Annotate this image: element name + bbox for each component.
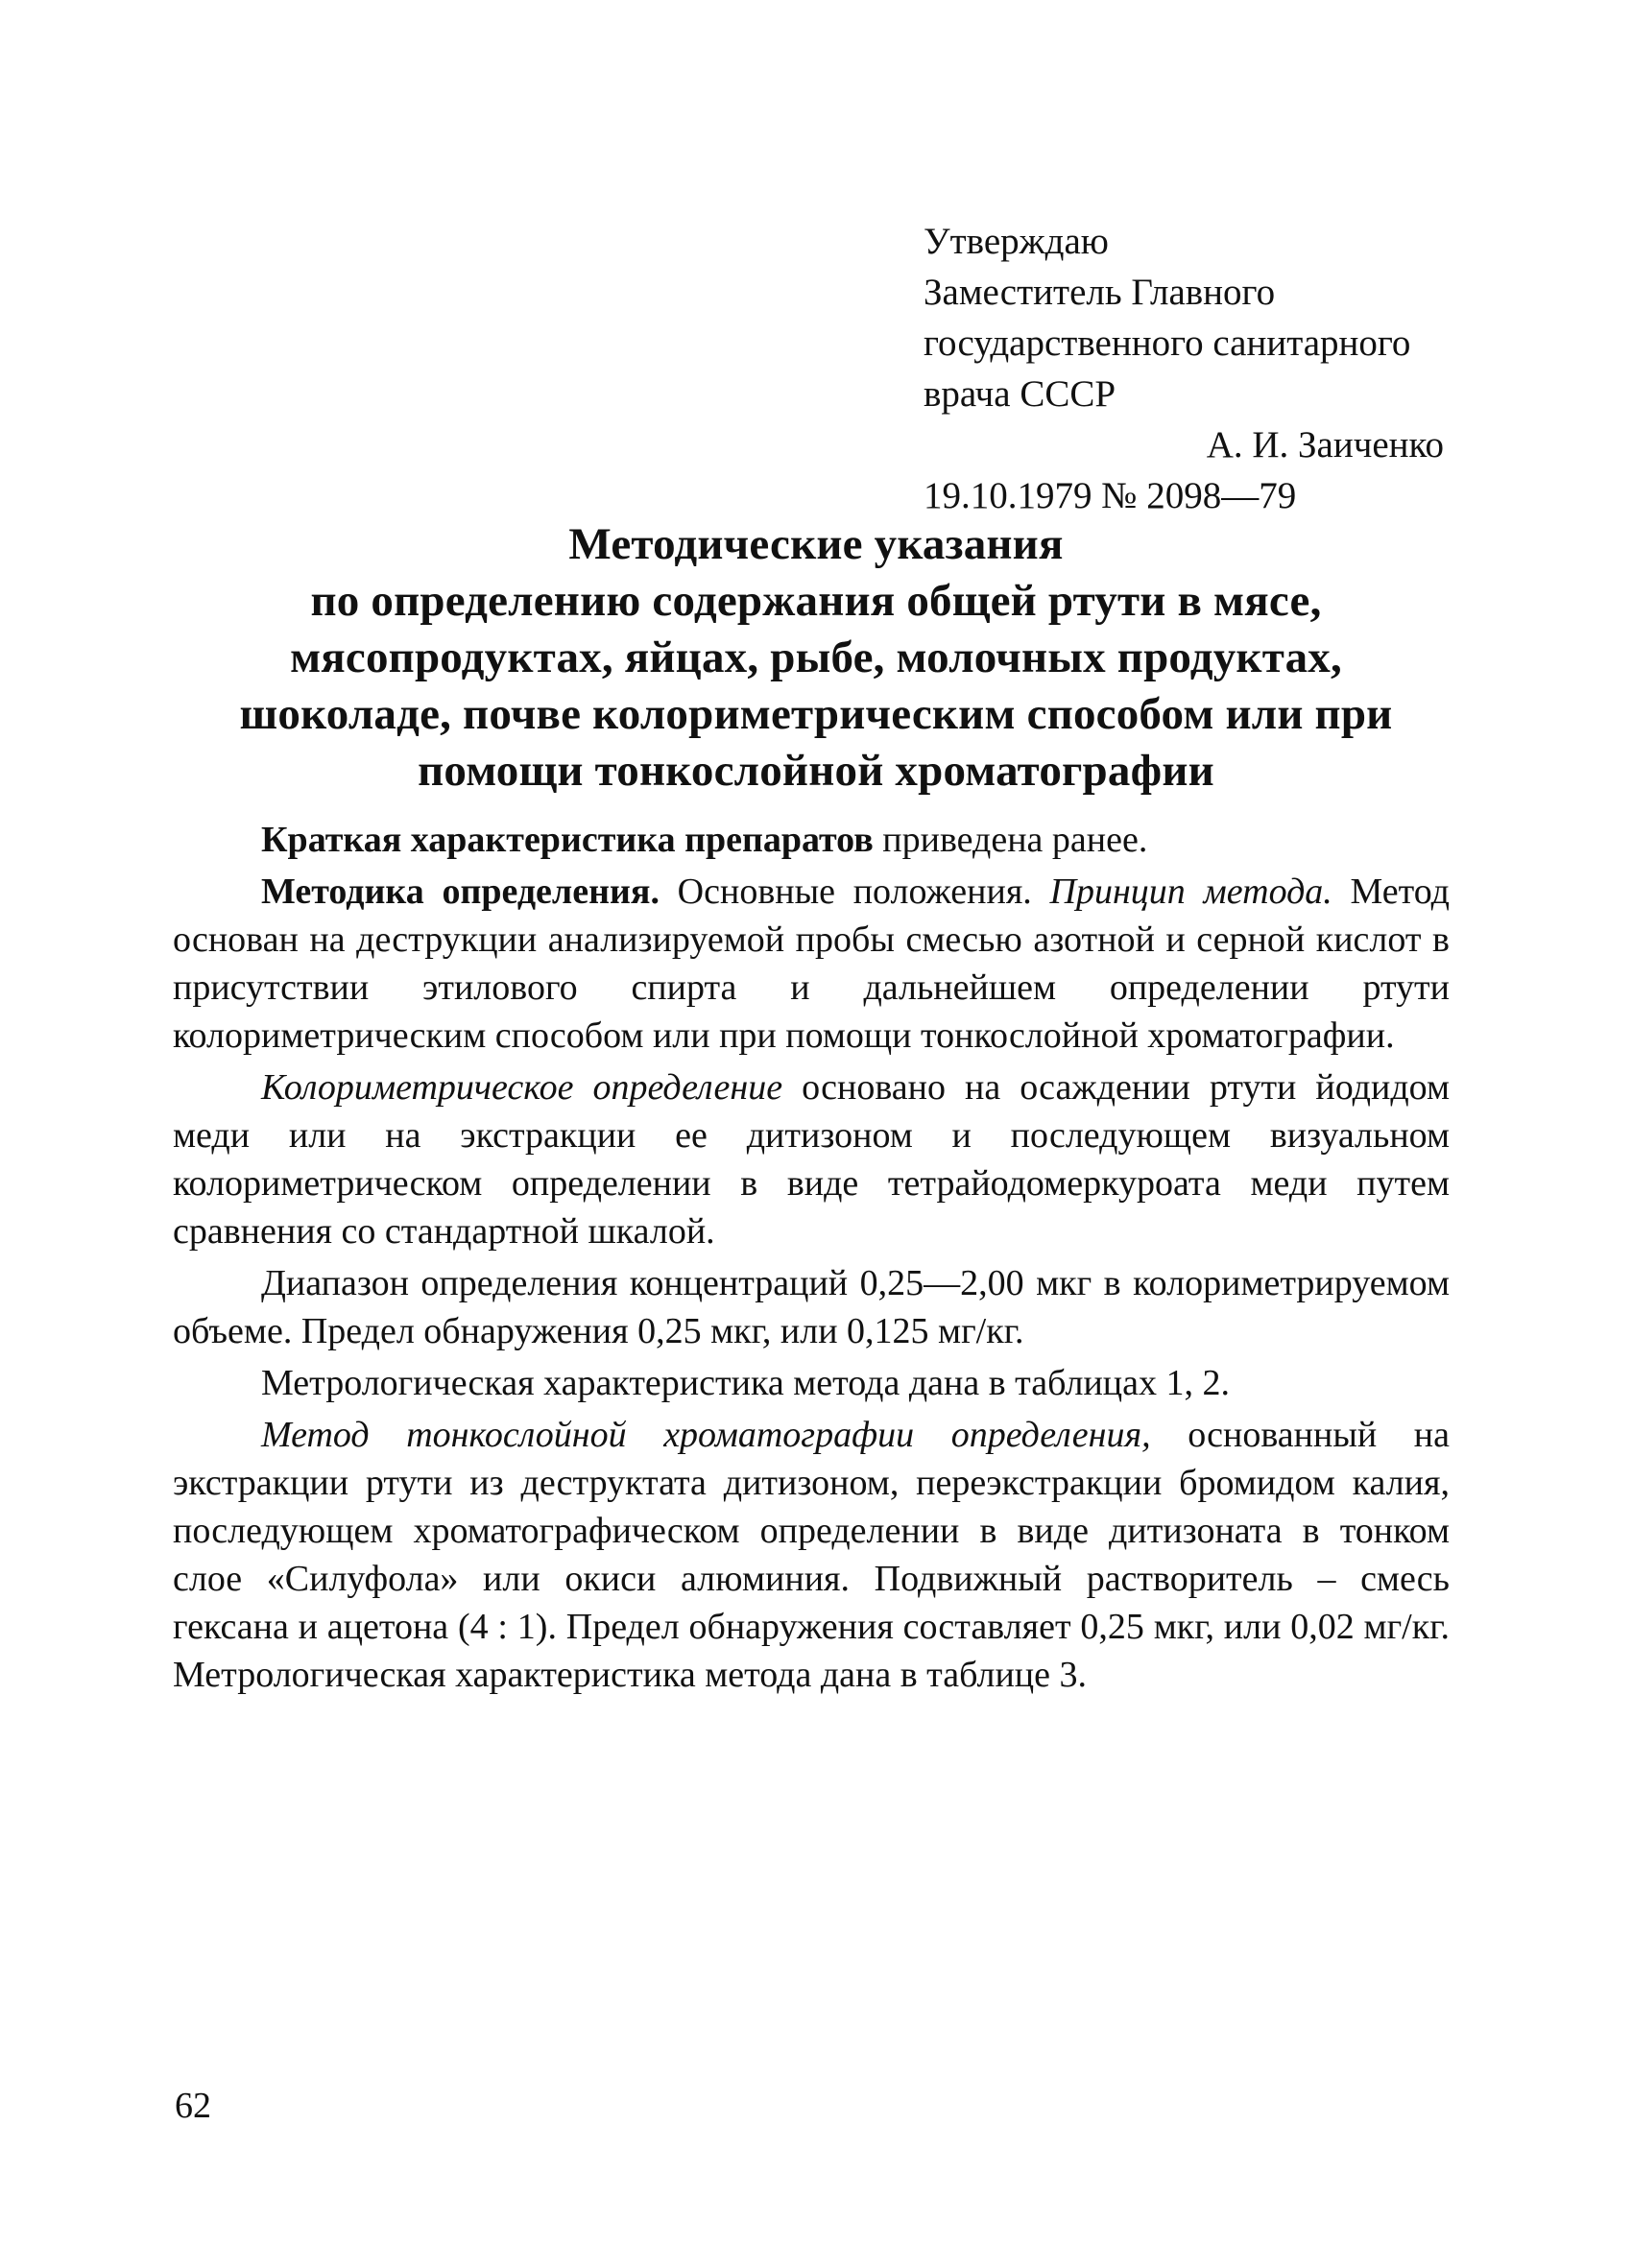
approval-line: врача СССР — [924, 373, 1116, 415]
paragraph-italic: Принцип метода. — [1049, 871, 1332, 912]
paragraph-method — [173, 868, 1450, 1060]
approval-line: государственного санитарного — [924, 322, 1411, 364]
paragraph-colorimetric — [173, 1063, 1450, 1255]
title-line: шоколаде, почве колориметрическим способом или при — [239, 689, 1393, 739]
paragraph-text: Диапазон определения концентраций 0,25—2,00 мкг в колориметрируемом объеме. Предел обнаружения 0,25 мкг, или 0,125 мг/кг. — [173, 1263, 1450, 1351]
title-line: мясопродуктах, яйцах, рыбе, молочных продуктах, — [290, 633, 1342, 682]
paragraph-text: Метод основан на деструкции анализируемой пробы смесью азотной и серной кислот в присутствии этилового спирта и дальнейшем определении ртути колориметрическим способом или при помощи тонкослойной хроматографии. — [173, 871, 1450, 1056]
paragraph-text: основанный на экстракции ртути из деструктата дитизоном, переэкстракции бромидом калия, последующем хроматографическом определении в виде дитизоната в тонком слое «Силуфола» или окиси алюминия. Подвижный растворитель – смесь гексана и ацетона (4 : 1). Предел обнаружения составляет 0,25 мкг, или 0,02 мг/кг. Метрологическая характеристика метода дана в таблице 3. — [173, 1415, 1450, 1695]
paragraph-italic: Колориметрическое определение — [261, 1067, 783, 1108]
paragraph-tlc — [173, 1411, 1450, 1699]
approval-block — [924, 216, 1461, 521]
title-line: помощи тонкослойной хроматографии — [418, 746, 1214, 796]
document-body — [173, 816, 1450, 1703]
paragraph-text: Метрологическая характеристика метода дана в таблицах 1, 2. — [261, 1363, 1230, 1403]
approval-date-number: 19.10.1979 № 2098—79 — [924, 475, 1297, 516]
title-line: Методические указания — [568, 519, 1064, 569]
page-number: 62 — [175, 2086, 211, 2126]
paragraph-preparations — [173, 816, 1450, 864]
paragraph-range — [173, 1259, 1450, 1355]
paragraph-text: Основные положения. — [659, 871, 1050, 912]
approval-line: Заместитель Главного — [924, 272, 1276, 313]
approval-signer: А. И. Заиченко — [1206, 424, 1444, 466]
paragraph-text: основано на осаждении ртути йодидом меди или на экстракции ее дитизоном и последующем визуальном колориметрическом определении в виде тетрайодомеркуроата меди путем сравнения со стандартной шкалой. — [173, 1067, 1450, 1252]
paragraph-bold-lead: Методика определения. — [261, 871, 660, 912]
document-title — [144, 516, 1488, 800]
approval-line: Утверждаю — [924, 221, 1109, 262]
title-line: по определению содержания общей ртути в мясе, — [310, 576, 1322, 626]
paragraph-bold-lead: Краткая характеристика препаратов — [261, 820, 874, 860]
paragraph-metrology — [173, 1359, 1450, 1407]
paragraph-text: приведена ранее. — [873, 820, 1148, 860]
paragraph-italic: Метод тонкослойной хроматографии определения, — [261, 1415, 1151, 1455]
